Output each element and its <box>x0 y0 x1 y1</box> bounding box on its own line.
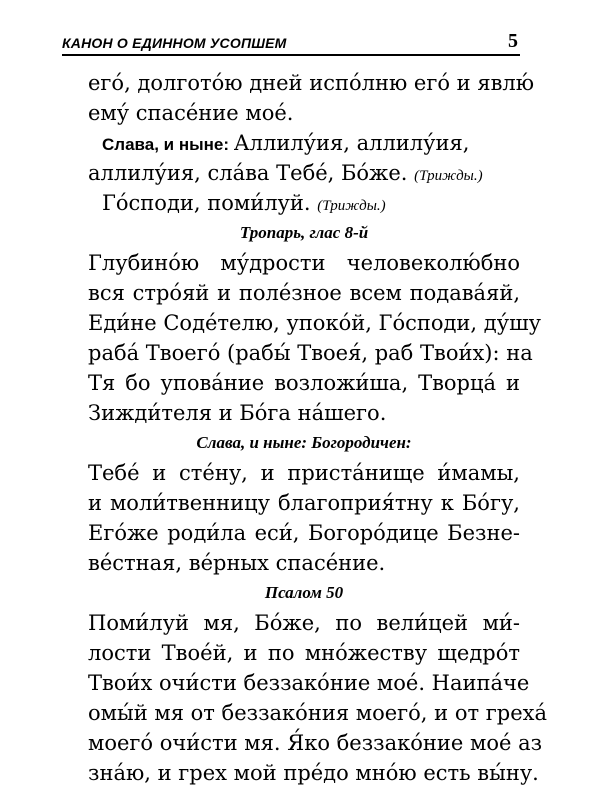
text-line: ему́ спасе́ние мое́. <box>88 101 294 125</box>
heading-theotokion: Слава, и ныне: Богородичен: <box>196 433 412 452</box>
page-number: 5 <box>508 30 518 52</box>
slava-text-2: аллилу́ия, сла́ва Тебе́, Бо́же. <box>88 161 415 185</box>
text-line: Его́же роди́ла еси́, Богоро́дице Безне- <box>88 521 520 545</box>
text-line: Тебе́ и сте́ну, и приста́нище и́мамы, <box>88 461 520 485</box>
text-line: раба́ Твоего́ (рабы́ Твоея́, раб Твои́х): на <box>88 341 533 365</box>
running-title: КАНОН О ЕДИННОМ УСОПШЕМ <box>62 35 287 51</box>
text-line: лости Твое́й, и по мно́жеству щедро́т <box>88 641 520 665</box>
text-line: Зижди́теля и Бо́га на́шего. <box>88 401 387 425</box>
text-line: ве́стная, ве́рных спасе́ние. <box>88 551 386 575</box>
text-line: его́, долгото́ю дней испо́лню его́ и явлю́ <box>88 71 535 95</box>
running-header <box>62 30 520 56</box>
rubric-note: (Трижды.) <box>414 168 483 184</box>
text-line: моего́ очи́сти мя. Я́ко беззако́ние мое́ аз <box>88 731 543 755</box>
heading-psalm: Псалом 50 <box>264 583 344 602</box>
text-line: вся стро́яй и поле́зное всем подава́яй, <box>88 281 520 305</box>
gospodi-line <box>102 186 386 220</box>
gospodi-text: Го́споди, поми́луй. <box>102 191 318 215</box>
text-line: Глубино́ю му́дрости человеколю́бно <box>88 251 520 275</box>
heading-troparion: Тропарь, глас 8-й <box>239 223 369 242</box>
text-line: Еди́не Соде́телю, упоко́й, Го́споди, ду́шу <box>88 311 541 335</box>
slava-line <box>102 126 469 160</box>
text-line: Твои́х очи́сти беззако́ние мое́. Наипа́че <box>88 671 530 695</box>
text-line: Поми́луй мя, Бо́же, по вели́цей ми́- <box>88 611 520 635</box>
slava-label: Слава, и ныне: <box>102 135 234 154</box>
text-line: омы́й мя от беззако́ния моего́, и от греха́ <box>88 701 547 725</box>
text-line: и моли́твенницу благоприя́тну к Бо́гу, <box>88 491 520 515</box>
text-line: зна́ю, и грех мой пре́до мно́ю есть вы́ну. <box>88 761 539 785</box>
rubric-note: (Трижды.) <box>317 198 386 214</box>
slava-line-2 <box>88 156 483 190</box>
slava-text: Аллилу́ия, аллилу́ия, <box>233 131 470 155</box>
text-line: Тя бо упова́ние возложи́ша, Творца́ и <box>88 371 520 395</box>
